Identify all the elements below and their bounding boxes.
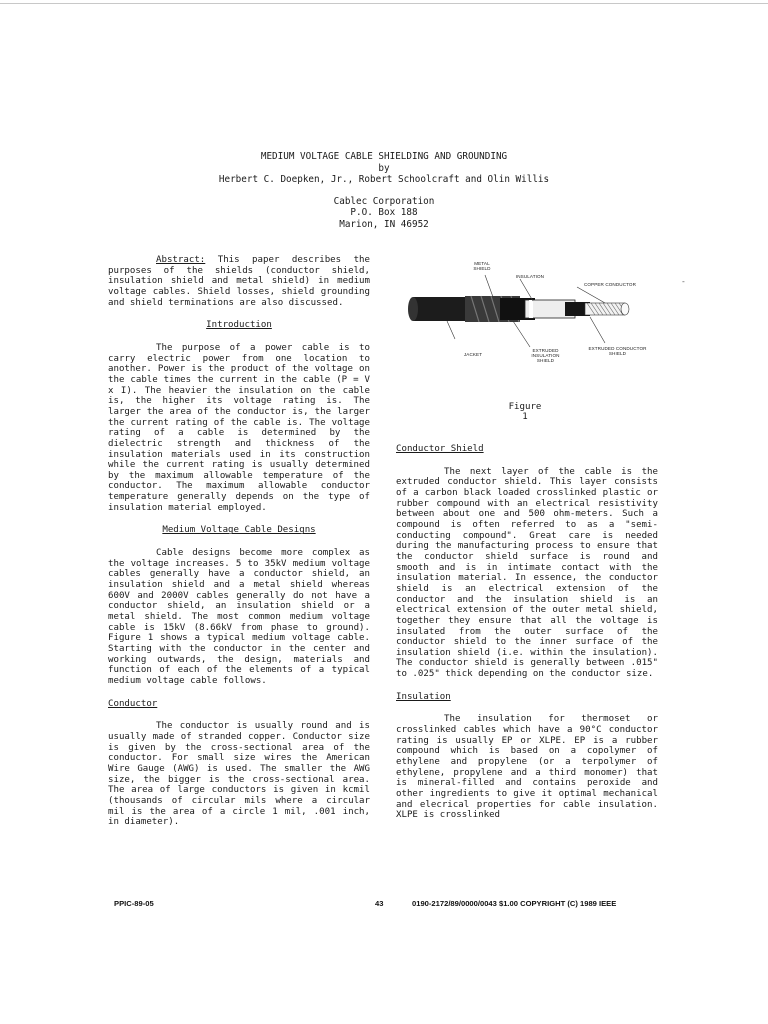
label-copper-conductor: COPPER CONDUCTOR bbox=[583, 282, 637, 287]
cable-copper-conductor bbox=[585, 303, 629, 315]
designs-heading: Medium Voltage Cable Designs bbox=[162, 525, 316, 536]
paper-header bbox=[0, 151, 768, 230]
conductor-shield-text: The next layer of the cable is the extruded conductor shield. This layer consists of a carbon black loaded crosslinked plastic or rubber compound with an electrical resistivity between about one and 500 ohm-meters. Such a compound is often referred to as a "semi-conducting compound". Great care is needed during the manufacturing process to ensure that the conductor shield surface is round and smooth and is in intimate contact with the insulation material. In essence, the conductor shield is an electrical extension of the conductor and the insulation shield is an electrical extension of the outer metal shield, together they ensure that all the voltage is insulated from the outer surface of the conductor shield to the inner surface of the insulation shield (i.e. within the insulation). The conductor shield is generally between .015" to .025" thick depending on the conductor size. bbox=[396, 466, 658, 680]
label-insulation: INSULATION bbox=[515, 274, 545, 279]
figure-1-cable-diagram bbox=[405, 255, 655, 385]
paper-title: MEDIUM VOLTAGE CABLE SHIELDING AND GROUNDING bbox=[260, 151, 508, 162]
authors: Herbert C. Doepken, Jr., Robert Schoolcraft and Olin Willis bbox=[218, 174, 550, 185]
introduction-heading: Introduction bbox=[206, 320, 272, 331]
introduction-text: The purpose of a power cable is to carry electric power from one location to another. Power is the product of the voltage on the cable times the current in the cable (P = V x I). The heavier the insulation on the cable is, the higher its voltage rating is. The larger the area of the conductor is, the larger the current rating of the cable is. The voltage rating of a cable is determined by the dielectric strength and thickness of the insulation materials used in its construction while the current rating is usually determined by the maximum allowable temperature of the conductor. The maximum allowable conductor temperature generally depends on the type of insulation material employed. bbox=[108, 342, 370, 513]
figure-caption: Figure 1 bbox=[508, 402, 542, 422]
conductor-text: The conductor is usually round and is usually made of stranded copper. Conductor size is given by the cross-sectional area of the conductor. For small size wires the American Wire Gauge (AWG) is used. The smaller the AWG size, the bigger is the cross-sectional area. The area of large conductors is given in kcmil (thousands of circular mils where a circular mil is the area of a circle 1 mil, .001 inch, in diameter). bbox=[108, 721, 370, 828]
footer-paper-id: PPIC-89-05 bbox=[114, 899, 154, 908]
margin-mark: - bbox=[681, 277, 686, 286]
insulation-text: The insulation for thermoset or crosslinked cables which have a 90°C conductor rating is usually EP or XLPE. EP is a rubber compound which is based on a copolymer of ethylene and propylene (or a terpolymer of ethylene, propylene and a third monomer) that is mineral-filled and contains peroxide and other ingredients to give it optimal mechanical and elecrical properties for cable insulation. XLPE is crosslinked bbox=[396, 714, 658, 821]
organization: Cablec Corporation bbox=[333, 195, 435, 207]
label-metal-shield: METAL SHIELD bbox=[473, 261, 491, 271]
cable-jacket-end bbox=[408, 297, 418, 321]
designs-text: Cable designs become more complex as the voltage increases. 5 to 35kV medium voltage cables generally have a conductor shield, an insulation shield and a metal shield whereas 600V and 2000V cables generally do not have a conductor shield, an insulation shield or a metal shield. The most common medium voltage cable is 15kV (8.66kV from phase to ground). Figure 1 shows a typical medium voltage cable. Starting with the conductor in the center and working outwards, the design, materials and function of each of the elements of a typical medium voltage cable follows. bbox=[108, 548, 370, 686]
conductor-heading: Conductor bbox=[108, 698, 158, 709]
insulation-heading: Insulation bbox=[396, 691, 451, 702]
abstract-text: This paper describes the purposes of the shields (conductor shield, insulation shield and metal shield) in medium voltage cables. Shield losses, shield grounding and shield terminations are also discussed. bbox=[108, 255, 370, 308]
right-column bbox=[396, 444, 658, 821]
address-line-2: Marion, IN 46952 bbox=[339, 218, 429, 230]
footer-page-number: 43 bbox=[375, 899, 384, 908]
left-column bbox=[108, 255, 370, 828]
abstract bbox=[108, 255, 370, 308]
label-extruded-conductor-shield: EXTRUDED CONDUCTOR SHIELD bbox=[588, 346, 647, 356]
top-rule bbox=[0, 3, 768, 4]
footer-copyright: 0190-2172/89/0000/0043 $1.00 COPYRIGHT (C) 1989 IEEE bbox=[412, 899, 617, 908]
abstract-label: Abstract: bbox=[156, 255, 206, 265]
label-jacket: JACKET bbox=[463, 352, 483, 357]
label-extruded-insulation-shield: EXTRUDED INSULATION SHIELD bbox=[531, 348, 560, 363]
by-line: by bbox=[378, 162, 390, 174]
conductor-shield-heading: Conductor Shield bbox=[396, 444, 484, 454]
address-line-1: P.O. Box 188 bbox=[350, 207, 418, 218]
